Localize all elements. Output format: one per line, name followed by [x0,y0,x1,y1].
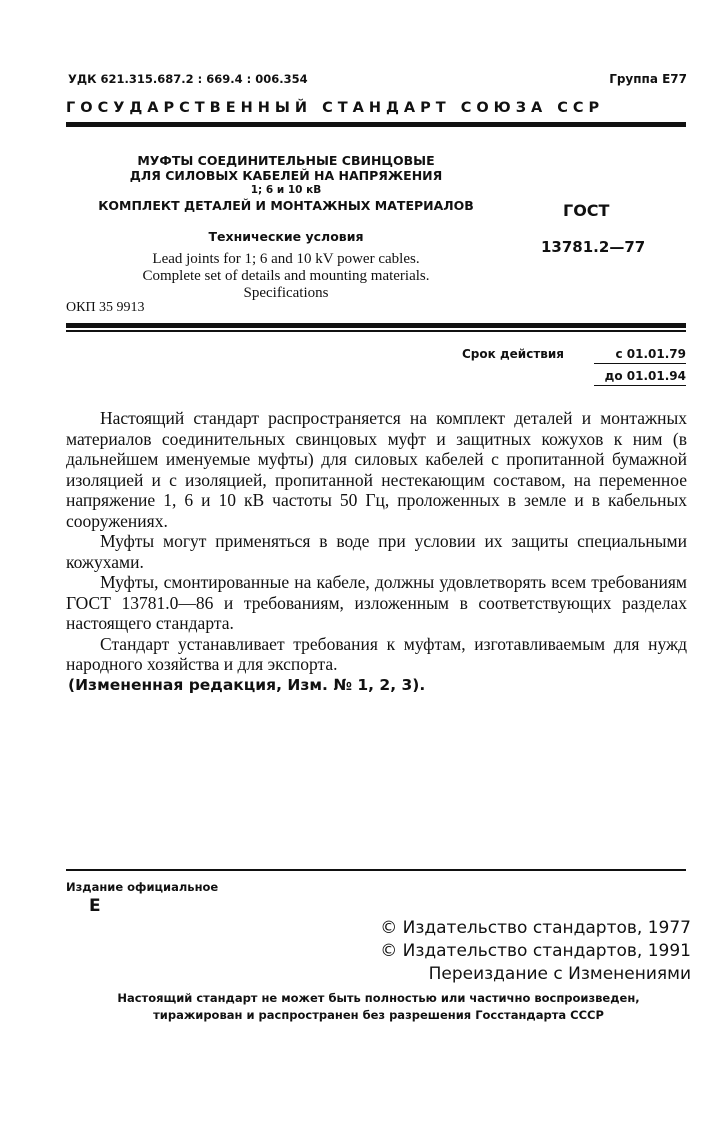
english-title-line-1: Lead joints for 1; 6 and 10 kV power cables. [152,251,420,267]
english-title-line-3: Specifications [243,285,329,301]
reissue-note: Переиздание с Изменениями [428,964,691,984]
title-line-3: 1; 6 и 10 кВ [250,184,322,196]
udk-code: УДК 621.315.687.2 : 669.4 : 006.354 [68,72,308,86]
copyright-1977: © Издательство стандартов, 1977 [380,918,691,938]
paragraph-requirements: Муфты, смонтированные на кабеле, должны удовлетворять всем требованиям ГОСТ 13781.0—86 и требованиям, изложенным в соответствующих разделах настоящего стандарта. [66,572,687,633]
official-edition: Издание официальное [66,880,219,894]
amendment-note: (Измененная редакция, Изм. № 1, 2, 3). [68,675,426,694]
paragraph-water-use: Муфты могут применяться в воде при условии их защиты специальными кожухами. [66,531,687,572]
validity-from: с 01.01.79 [594,347,686,364]
validity-label: Срок действия [462,347,564,361]
gost-label: ГОСТ [563,201,610,220]
validity-to: до 01.01.94 [594,369,686,386]
state-standard-heading: ГОСУДАРСТВЕННЫЙ СТАНДАРТ СОЮЗА ССР [66,100,605,116]
paragraph-scope: Настоящий стандарт распространяется на комплект деталей и монтажных материалов соединительных свинцовых муфт и защитных кожухов к ним (в дальнейшем именуемые муфты) для силовых кабелей с пропитанной бумажной изоляцией и с изоляцией, пропитанной нестекающим составом, на переменное напряжение 1, 6 и 10 кВ частоты 50 Гц, проложенных в земле и в кабельных сооружениях. [66,408,687,531]
copyright-1991: © Издательство стандартов, 1991 [380,941,691,961]
english-title [66,251,506,302]
edition-letter: Е [89,896,101,916]
gost-number: 13781.2—77 [541,238,646,256]
footer-rule [66,869,686,871]
title-line-2: ДЛЯ СИЛОВЫХ КАБЕЛЕЙ НА НАПРЯЖЕНИЯ [129,168,443,183]
document-subtitle: Технические условия [208,229,364,244]
group-code: Группа Е77 [609,72,687,86]
english-title-line-2: Complete set of details and mounting materials. [142,268,430,284]
okp-code: ОКП 35 9913 [66,300,145,315]
title-rule-thick [66,323,686,328]
header-rule [66,122,686,127]
notice-line-1: Настоящий стандарт не может быть полностью или частично воспроизведен, [117,991,640,1005]
paragraph-standard-purpose: Стандарт устанавливает требования к муфтам, изготавливаемым для нужд народного хозяйства и для экспорта. [66,633,687,674]
title-rule-thin [66,330,686,332]
reproduction-notice [66,990,691,1024]
notice-line-2: тиражирован и распространен без разрешения Госстандарта СССР [153,1008,604,1022]
title-line-1: МУФТЫ СОЕДИНИТЕЛЬНЫЕ СВИНЦОВЫЕ [137,153,435,168]
title-line-4: КОМПЛЕКТ ДЕТАЛЕЙ И МОНТАЖНЫХ МАТЕРИАЛОВ [98,198,474,213]
document-title [66,153,506,213]
body-text [66,408,687,695]
